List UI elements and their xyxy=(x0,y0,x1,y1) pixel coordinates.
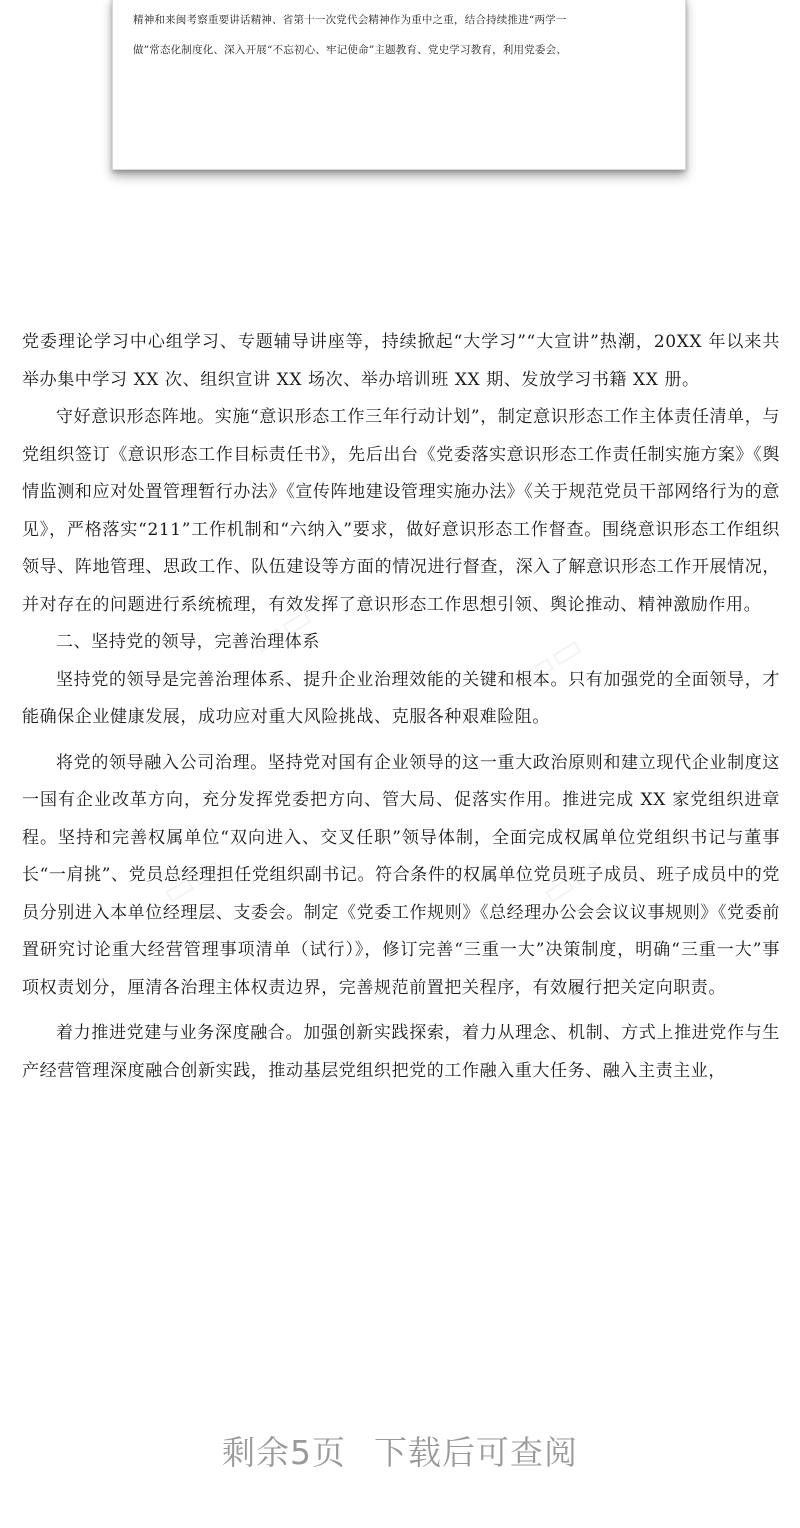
watermark-mark: ▭▭ xyxy=(534,846,610,914)
previous-page-preview xyxy=(112,0,686,170)
download-prompt[interactable] xyxy=(208,1418,592,1488)
paragraph-leadership: 坚持党的领导是完善治理体系、提升企业治理效能的关键和根本。只有加强党的全面领导，才能确保企业健康发展，成功应对重大风险挑战、克服各种艰难险阻。 xyxy=(22,669,780,727)
preview-text-line: 做”常态化制度化、深入开展“不忘初心、牢记使命”主题教育、党史学习教育，利用党委会、 xyxy=(133,44,568,56)
document-body xyxy=(22,324,780,1090)
download-to-view-label: 下载后可查阅 xyxy=(374,1433,578,1472)
section-heading: 二、坚持党的领导，完善治理体系 xyxy=(56,632,320,652)
watermark-mark: ▭▭ xyxy=(514,626,590,694)
download-banner[interactable] xyxy=(0,1418,800,1488)
preview-text-line: 精神和来闽考察重要讲话精神、省第十一次党代会精神作为重中之重，结合持续推进“两学一 xyxy=(133,14,567,26)
remaining-pages-label: 剩余5页 xyxy=(222,1433,346,1472)
paragraph-study: 党委理论学习中心组学习、专题辅导讲座等，持续掀起“大学习”“大宣讲”热潮，20XX 年以来共举办集中学习 XX 次、组织宣讲 XX 场次、举办培训班 XX 期、发放学习书籍 XX 册。 xyxy=(22,332,780,390)
watermark-mark: ▭▭ xyxy=(244,596,320,664)
paragraph-integration: 着力推进党建与业务深度融合。加强创新实践探索，着力从理念、机制、方式上推进党作与生产经营管理深度融合创新实践，推动基层党组织把党的工作融入重大任务、融入主责主业， xyxy=(22,1023,780,1081)
watermark-mark: ▭▭ xyxy=(154,846,230,914)
paragraph-ideology: 守好意识形态阵地。实施“意识形态工作三年行动计划”，制定意识形态工作主体责任清单，与党组织签订《意识形态工作目标责任书》，先后出台《党委落实意识形态工作责任制实施方案》《舆情监测和应对处置管理暂行办法》《宣传阵地建设管理实施办法》《关于规范党员干部网络行为的意见》，严格落实“211”工作机制和“六纳入”要求，做好意识形态工作督查。围绕意识形态工作组织领导、阵地管理、思政工作、队伍建设等方面的情况进行督查，深入了解意识形态工作开展情况，并对存在的问题进行系统梳理，有效发挥了意识形态工作思想引领、舆论推动、精神激励作用。 xyxy=(22,407,780,615)
paragraph-governance: 将党的领导融入公司治理。坚持党对国有企业领导的这一重大政治原则和建立现代企业制度这一国有企业改革方向，充分发挥党委把方向、管大局、促落实作用。推进完成 XX 家党组织进章程。坚持和完善权属单位“双向进入、交叉任职”领导体制，全面完成权属单位党组织书记与董事长“一肩挑”、党员总经理担任党组织副书记。符合条件的权属单位党员班子成员、班子成员中的党员分别进入本单位经理层、支委会。制定《党委工作规则》《总经理办公会会议议事规则》《党委前置研究讨论重大经营管理事项清单（试行）》，修订完善“三重一大”决策制度，明确“三重一大”事项权责划分，厘清各治理主体权责边界，完善规范前置把关程序，有效履行把关定向职责。 xyxy=(22,752,780,998)
